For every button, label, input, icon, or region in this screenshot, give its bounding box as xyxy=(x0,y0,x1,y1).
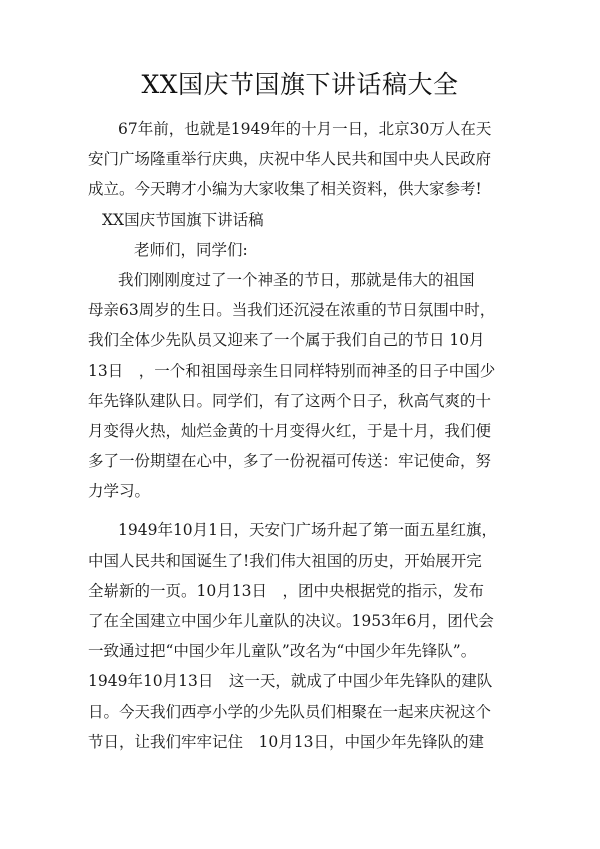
text-line: 1949年10月13日 这一天，就成了中国少年先锋队的建队 xyxy=(88,672,493,691)
greeting: 老师们，同学们: xyxy=(134,240,248,259)
text-line: 年先锋队建队日。同学们，有了这两个日子，秋高气爽的十 xyxy=(88,391,492,410)
text-line: 了在全国建立中国少年儿童队的决议。1953年6月，团代会 xyxy=(88,612,494,630)
speech-subtitle: XX国庆节国旗下讲话稿 xyxy=(102,210,264,229)
text-line: 我们全体少先队员又迎来了一个属于我们自己的节日 10月 xyxy=(88,331,485,350)
text-line: 成立。今天聘才小编为大家收集了相关资料，供大家参考! xyxy=(88,180,482,199)
paragraph-2 xyxy=(88,515,528,757)
text-line: 多了一份期望在心中，多了一份祝福可传送：牢记使命，努 xyxy=(88,452,492,471)
text-line: 13日 ，一个和祖国母亲生日同样特别而神圣的日子中国少 xyxy=(88,361,496,380)
text-line: 一致通过把“中国少年儿童队”改名为“中国少年先锋队”。 xyxy=(88,642,477,661)
text-line: 日。今天我们西亭小学的少先队员们相聚在一起来庆祝这个 xyxy=(88,702,492,721)
paragraph-gap xyxy=(88,506,528,515)
text-line: 母亲63周岁的生日。当我们还沉浸在浓重的节日氛围中时， xyxy=(88,301,496,320)
text-line: 力学习。 xyxy=(88,482,151,501)
text-line: 我们刚刚度过了一个神圣的节日，那就是伟大的祖国 xyxy=(118,270,475,289)
text-line: 全崭新的一页。10月13日 ，团中央根据党的指示，发布 xyxy=(88,581,484,600)
text-line: 67年前，也就是1949年的十月一日，北京30万人在天 xyxy=(118,120,492,138)
text-line: 节日，让我们牢牢记住 10月13日，中国少年先锋队的建 xyxy=(88,732,484,751)
paragraph-1 xyxy=(88,265,528,507)
text-line: 1949年10月1日，天安门广场升起了第一面五星红旗， xyxy=(118,521,498,540)
document-body xyxy=(88,114,528,757)
text-line: 中国人民共和国诞生了!我们伟大祖国的历史，开始展开完 xyxy=(88,551,482,570)
text-line: 安门广场隆重举行庆典，庆祝中华人民共和国中央人民政府 xyxy=(88,150,492,169)
document-title: XX国庆节国旗下讲话稿大全 xyxy=(141,70,459,99)
intro-paragraph xyxy=(88,114,528,205)
text-line: 月变得火热，灿烂金黄的十月变得火红，于是十月，我们便 xyxy=(88,421,492,440)
